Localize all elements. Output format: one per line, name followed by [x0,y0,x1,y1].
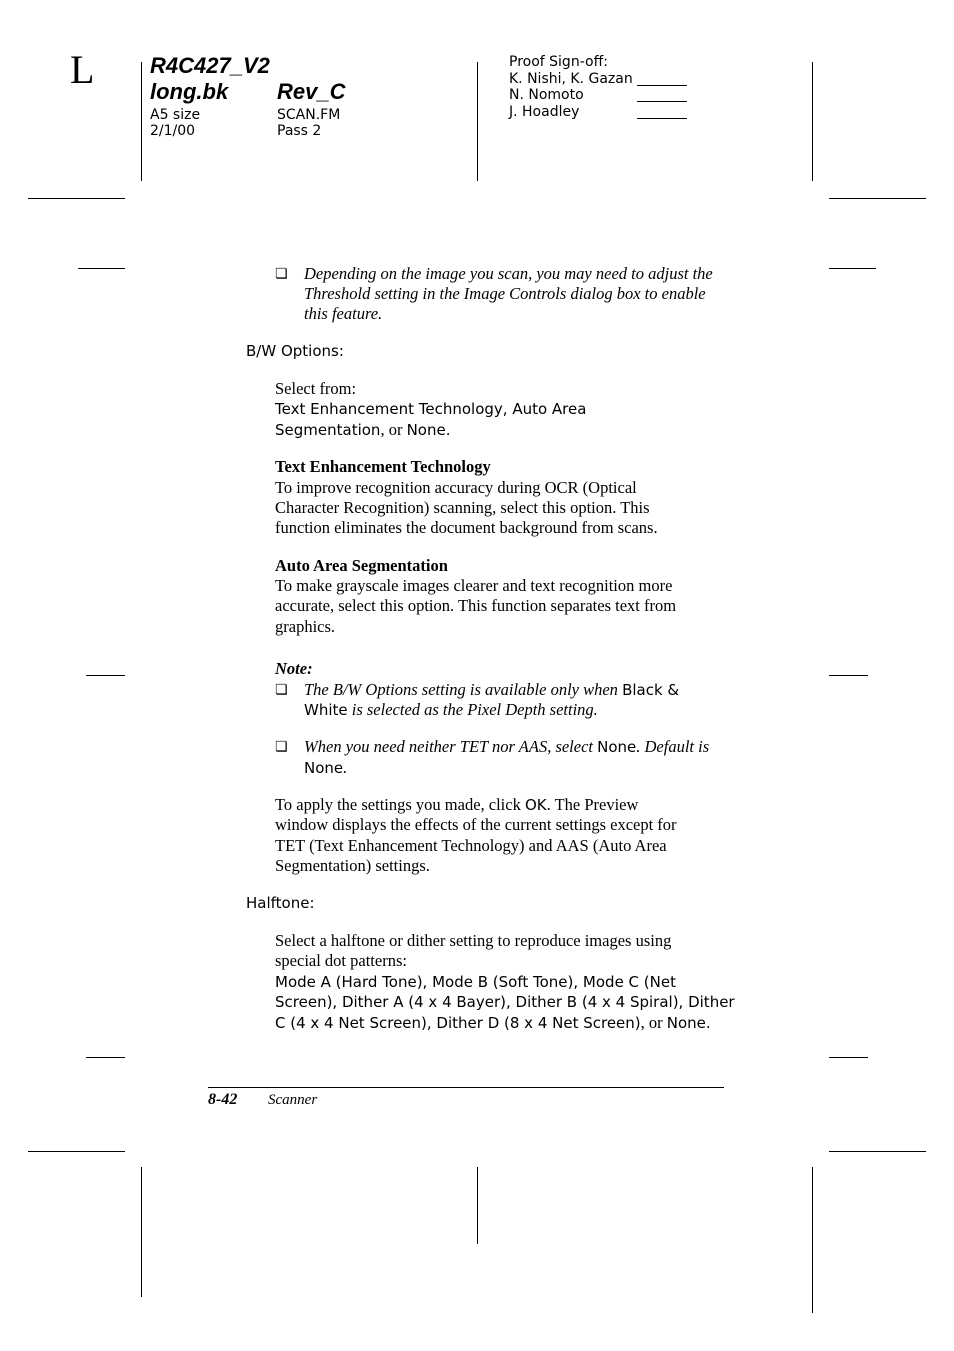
note-item-1-text-a: The B/W Options setting is available only when [304,680,623,699]
tet-line-3: function eliminates the document background from scans. [275,518,658,537]
doc-id: R4C427_V2 [150,53,270,78]
options-line-2 [275,420,450,440]
note-item-2-none: None [597,738,637,756]
note-item-2-text-b: . Default is [636,737,710,756]
halftone-line-5 [275,1013,711,1033]
crop-mark-bottom-right-h [829,1151,926,1152]
crop-mark-bottom-left-v [141,1167,142,1297]
pass: Pass 2 [277,123,322,139]
signer-1: K. Nishi, K. Gazan [509,71,633,87]
note-line-2: Threshold setting in the Image Controls dialog box to enable [304,284,706,303]
crop-mark-top-right-v [812,62,813,181]
signer-2: N. Nomoto [509,87,584,103]
revision: Rev_C [277,79,346,104]
chapter-name: Scanner [268,1092,318,1108]
apply-ok: OK [524,796,547,814]
margin-mark-left-1 [78,268,125,269]
signature-line-2 [637,101,687,102]
apply-line-4: Segmentation) settings. [275,856,430,875]
apply-line-1 [275,795,638,815]
margin-mark-right-1 [829,268,876,269]
note-label: Note: [275,659,313,678]
note-item-2-default-none: None [304,759,344,777]
apply-line-3: TET (Text Enhancement Technology) and AAS (Auto Area [275,836,667,855]
crop-mark-top-left-h [28,198,125,199]
note-item-1-text-b: is selected as the Pixel Depth setting. [347,700,598,719]
halftone-dither-d: C (4 x 4 Net Screen), Dither D (8 x 4 Net Screen) [275,1014,641,1032]
tet-line-1: To improve recognition accuracy during OCR (Optical [275,478,637,497]
page-number: 8-42 [208,1091,238,1108]
page-size: A5 size [150,107,201,123]
note-item-2-period: . [343,758,348,777]
apply-text-a: To apply the settings you made, click [275,795,525,814]
note-item-2-text-a: When you need neither TET nor AAS, select [304,737,598,756]
crop-mark-top-right-h [829,198,926,199]
note-line-3: this feature. [304,304,383,323]
crop-mark-top-left-v [141,62,142,181]
halftone-line-4: Screen), Dither A (4 x 4 Bayer), Dither B (4 x 4 Spiral), Dither [275,993,735,1011]
crop-mark-bottom-left-h [28,1151,125,1152]
signer-3: J. Hoadley [509,104,580,120]
crop-mark-top-center-v [477,62,478,181]
halftone-line-1: Select a halftone or dither setting to reproduce images using [275,931,672,950]
date: 2/1/00 [150,123,196,139]
margin-mark-right-2 [829,675,868,676]
halftone-none: None. [666,1014,711,1032]
signature-line-3 [637,118,687,119]
file-name: SCAN.FM [277,107,341,123]
bw-options-label: B/W Options: [246,342,344,360]
options-aas: Segmentation [275,421,381,439]
bullet-icon: ❏ [275,682,288,698]
crop-mark-bottom-center-v [477,1167,478,1244]
aas-heading: Auto Area Segmentation [275,556,448,575]
halftone-label: Halftone: [246,894,315,912]
options-line-1: Text Enhancement Technology, Auto Area [275,400,587,418]
footer-rule [208,1087,724,1088]
apply-line-2: window displays the effects of the current settings except for [275,815,677,834]
book-name: long.bk [150,79,229,104]
corner-letter: L [70,47,95,92]
note-item-2-line-2 [304,758,347,778]
note-line-1: Depending on the image you scan, you may need to adjust the [304,264,713,283]
margin-mark-left-2 [86,675,125,676]
note-item-1-line-1 [304,680,679,700]
options-or: , or [380,420,407,439]
aas-line-2: accurate, select this option. This function separates text from [275,596,677,615]
margin-mark-right-3 [829,1057,868,1058]
tet-heading: Text Enhancement Technology [275,457,491,476]
select-from: Select from: [275,379,357,398]
bullet-icon: ❏ [275,266,288,282]
note-item-2-line-1 [304,737,709,757]
halftone-line-2: special dot patterns: [275,951,407,970]
aas-line-3: graphics. [275,617,336,636]
note-item-1-line-2 [304,700,598,720]
options-none: None. [406,421,451,439]
margin-mark-left-3 [86,1057,125,1058]
tet-line-2: Character Recognition) scanning, select this option. This [275,498,650,517]
crop-mark-bottom-right-v [812,1167,813,1313]
note-item-1-white: White [304,701,348,719]
signature-line-1 [637,85,687,86]
apply-text-b: . The Preview [546,795,639,814]
bullet-icon: ❏ [275,739,288,755]
aas-line-1: To make grayscale images clearer and text recognition more [275,576,673,595]
halftone-or: , or [640,1013,667,1032]
halftone-line-3: Mode A (Hard Tone), Mode B (Soft Tone), Mode C (Net [275,973,676,991]
note-item-1-black: Black & [622,681,680,699]
proof-title: Proof Sign-off: [509,54,608,70]
